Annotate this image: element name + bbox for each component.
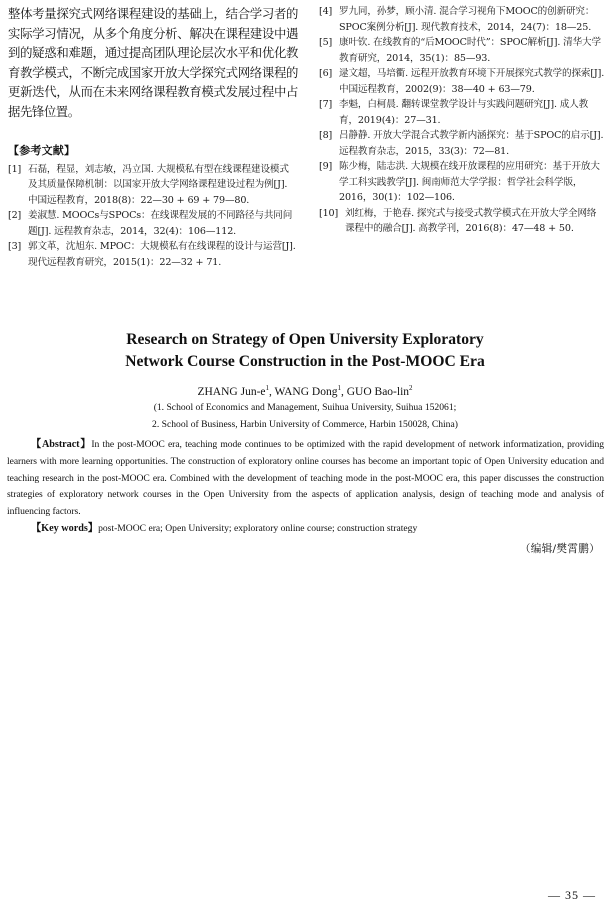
abstract-text: In the post-MOOC era, teaching mode continues to be optimized with the rapid development of network informatization, providing learners with more learning opportunities. The construction of exploratory online courses has become an important topic of Open University education and teaching research in the post-MOOC era. Combined with the development of teaching mode in the post-MOOC era, this paper discusses the construction strategies of exploratory network courses in the Open University from the aspects of application analysis, design of teaching mode and analysis of influencing factors. [7,439,604,518]
reference-text: 陈少梅，陆志洪. 大规模在线开放课程的应用研究：基于开放大学工科实践教学[J]. 闽南师范大学学报：哲学社会科学版，2016，30(1)：102—106. [339,161,600,203]
reference-text: 石磊，程显，刘志敏，冯立国. 大规模私有型在线课程建设模式及其质量保障机制：以国家开放大学网络课程建设过程为例[J]. 中国远程教育，2018(8)：22—30 + 69 + 79—80. [28,163,289,206]
english-title-line-1: Research on Strategy of Open University Exploratory [126,331,484,348]
references-list-left [8,162,298,271]
reference-text: 李魁，白柯晨. 翻转课堂教学设计与实践问题研究[J]. 成人教育，2019(4)：27—31. [339,99,589,126]
author-name: WANG Dong [274,385,338,398]
reference-text: 康叶钦. 在线教育的“后MOOC时代”：SPOC解析[J]. 清华大学教育研究，2014，35(1)：85—93. [339,37,601,64]
reference-text: 罗九同，孙梦，顾小清. 混合学习视角下MOOC的创新研究：SPOC案例分析[J]. 现代教育技术，2014，24(7)：18—25. [339,6,595,33]
english-title-line-2: Network Course Construction in the Post-MOOC Era [125,353,485,370]
author-affiliation-mark: 1 [265,384,269,392]
reference-item [319,206,605,237]
reference-number: [7] [319,99,333,110]
author-name: GUO Bao-lin [346,385,410,398]
left-column [8,4,298,270]
abstract-label: 【Abstract】 [31,439,92,450]
reference-number: [9] [319,161,333,172]
reference-text: 郭文革，沈旭东. MPOC：大规模私有在线课程的设计与运营[J]. 现代远程教育研究，2015(1)：22—32 + 71. [28,241,296,268]
keywords [7,521,604,537]
reference-text: 逯文超，马培衢. 远程开放教育环境下开展探究式教学的探索[J]. 中国远程教育，2002(9)：38—40 + 63—79. [339,68,605,95]
reference-item [8,239,298,270]
reference-number: [8] [319,130,333,141]
reference-item [319,4,605,35]
reference-text: 吕静静. 开放大学混合式教学新内涵探究：基于SPOC的启示[J]. 远程教育杂志，2015，33(3)：72—81. [339,130,604,157]
references-heading: 【参考文献】 [8,143,76,157]
reference-item [319,159,605,206]
reference-item [8,162,298,209]
author-list [0,380,610,400]
reference-number: [3] [8,241,22,253]
keywords-label: 【Key words】 [31,523,99,534]
affiliation-1: (1. School of Economics and Management, Suihua University, Suihua 152061; [153,402,457,413]
reference-item [319,35,605,66]
reference-item [8,208,298,239]
affiliation-2: 2. School of Business, Harbin University of Commerce, Harbin 150028, China) [152,419,458,430]
reference-number: [4] [319,6,333,17]
author-affiliation-mark: 2 [409,384,413,392]
abstract [7,437,604,521]
page-number: — 35 — [548,888,596,902]
reference-number: [6] [319,68,333,79]
author-affiliation-mark: 1 [337,384,341,392]
reference-number: [5] [319,37,333,48]
body-paragraph: 整体考量探究式网络课程建设的基础上，结合学习者的实际学习情况，从多个角度分析、解决在课程建设中遇到的疑惑和难题，通过提高团队理论层次水平和优化教育教学模式，不断完成国家开放大学探究式网络课程的更新迭代，从而在未来网络课程教育模式发展过程中占据先锋位置。 [8,6,298,119]
reference-text: 刘红梅，于艳春. 探究式与接受式教学模式在开放大学全网络课程中的融合[J]. 高教学刊，2016(8)：47—48 + 50. [345,207,597,234]
author-separator: , [340,385,344,398]
editor-note: （编辑/樊霄鹏） [519,543,600,555]
reference-item [319,128,605,159]
reference-number: [2] [8,210,22,222]
references-list-right [319,4,605,237]
reference-number: [1] [8,163,22,175]
reference-number: [10] [319,207,339,219]
keywords-text: post-MOOC era; Open University; exploratory online course; construction strategy [98,523,418,534]
author-name: ZHANG Jun-e [197,385,266,398]
reference-item [319,66,605,97]
right-column [319,4,605,237]
author-separator: , [269,385,272,398]
reference-item [319,97,605,128]
reference-text: 姜淑慧. MOOCs与SPOCs：在线课程发展的不同路径与共同问题[J]. 远程教育杂志，2014，32(4)：106—112. [28,210,293,237]
